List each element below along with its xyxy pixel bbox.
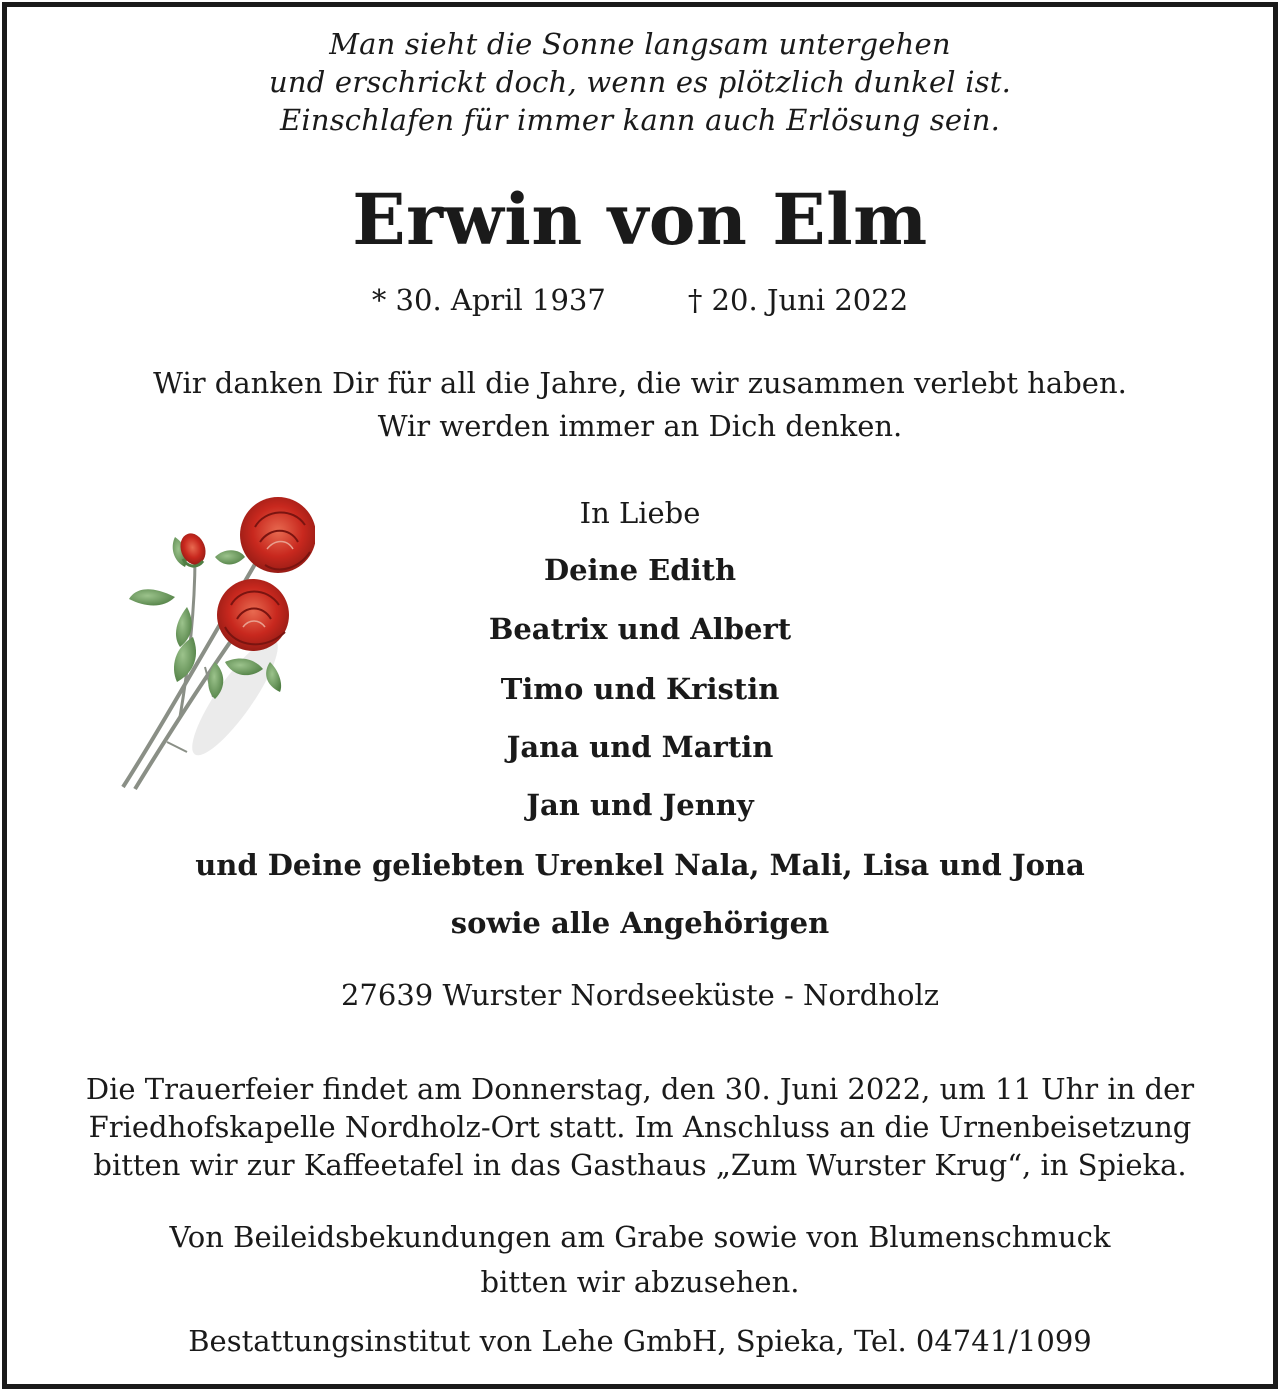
mourner-name: Timo und Kristin xyxy=(500,672,780,706)
service-line-2: Friedhofskapelle Nordholz-Ort statt. Im Anschluss an die Urnenbeisetzung xyxy=(88,1110,1192,1144)
thanks-line-2: Wir werden immer an Dich denken. xyxy=(377,409,903,443)
motto-line-3: Einschlafen für immer kann auch Erlösung sein. xyxy=(279,103,1001,137)
birth-date: * 30. April 1937 xyxy=(371,283,606,317)
obituary-notice xyxy=(2,2,1278,1389)
mourners-location: 27639 Wurster Nordseeküste - Nordholz xyxy=(340,978,940,1012)
motto-line-2: und erschrickt doch, wenn es plötzlich dunkel ist. xyxy=(268,65,1012,99)
undertaker-contact: Bestattungsinstitut von Lehe GmbH, Spieka, Tel. 04741/1099 xyxy=(188,1324,1092,1358)
mourner-name: Jana und Martin xyxy=(506,730,774,764)
mourner-name: Jan und Jenny xyxy=(526,788,754,822)
mourner-name: sowie alle Angehörigen xyxy=(450,906,830,940)
life-dates xyxy=(7,282,1273,318)
service-line-3: bitten wir zur Kaffeetafel in das Gasthaus „Zum Wurster Krug“, in Spieka. xyxy=(93,1148,1187,1182)
mourner-name: und Deine geliebten Urenkel Nala, Mali, Lisa und Jona xyxy=(195,848,1085,882)
condolence-note-line-2: bitten wir abzusehen. xyxy=(480,1265,800,1299)
service-line-1: Die Trauerfeier findet am Donnerstag, den 30. Juni 2022, um 11 Uhr in der xyxy=(85,1072,1195,1106)
deceased-name: Erwin von Elm xyxy=(352,178,928,261)
motto-line-1: Man sieht die Sonne langsam untergehen xyxy=(329,27,951,61)
mourner-name: Deine Edith xyxy=(543,553,737,587)
mourner-name: Beatrix und Albert xyxy=(488,612,792,646)
condolence-note-line-1: Von Beileidsbekundungen am Grabe sowie von Blumenschmuck xyxy=(169,1220,1111,1254)
red-roses-icon xyxy=(115,487,315,792)
thanks-line-1: Wir danken Dir für all die Jahre, die wir zusammen verlebt haben. xyxy=(153,366,1127,400)
mourners-intro: In Liebe xyxy=(579,496,701,530)
death-date: † 20. Juni 2022 xyxy=(687,283,909,317)
